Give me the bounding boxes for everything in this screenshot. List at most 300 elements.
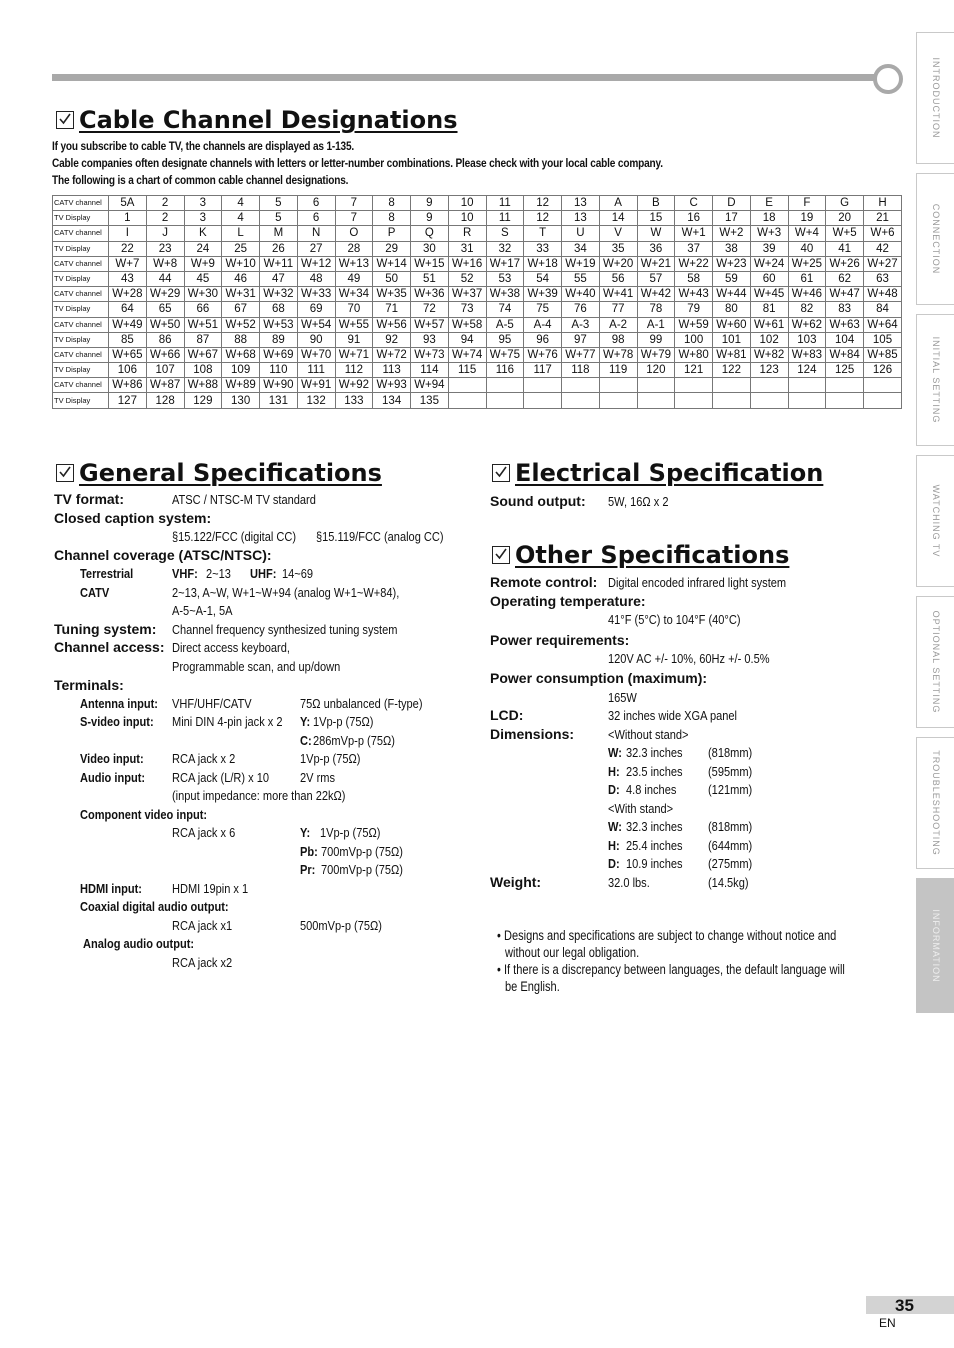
catv-row (53, 378, 902, 393)
lcd-label: LCD: (490, 707, 524, 723)
dim-d-value: 4.8 inches (626, 782, 677, 797)
remote-control-value: Digital encoded infrared light system (608, 575, 787, 590)
table-cell: W+94 (411, 378, 449, 393)
table-cell: 90 (297, 332, 335, 347)
table-cell: 3 (184, 211, 222, 226)
dim-h-mm: (644mm) (708, 838, 753, 853)
table-cell (788, 393, 826, 408)
tv-display-row (53, 211, 902, 226)
table-cell: 111 (297, 363, 335, 378)
table-cell: 36 (637, 241, 675, 256)
table-cell: 130 (222, 393, 260, 408)
table-cell: 106 (109, 363, 147, 378)
table-cell: 73 (448, 302, 486, 317)
table-cell: W+38 (486, 287, 524, 302)
dim-h-label: H: (608, 764, 620, 779)
table-cell (713, 378, 751, 393)
table-cell: 99 (637, 332, 675, 347)
table-cell (486, 393, 524, 408)
tv-display-row (53, 363, 902, 378)
table-cell: 28 (335, 241, 373, 256)
table-cell: W+60 (713, 317, 751, 332)
table-cell: W+26 (826, 256, 864, 271)
table-cell: 126 (864, 363, 902, 378)
channel-access-label: Channel access: (54, 639, 165, 655)
table-cell: 123 (750, 363, 788, 378)
side-tab-label: TROUBLESHOOTING (931, 750, 941, 856)
power-consumption-label: Power consumption (maximum): (490, 670, 708, 686)
table-cell: 107 (146, 363, 184, 378)
table-cell: 6 (297, 211, 335, 226)
other-section-heading (492, 541, 789, 569)
with-stand-label: <With stand> (608, 801, 674, 816)
table-cell (864, 393, 902, 408)
hdmi-input-label: HDMI input: (80, 881, 142, 896)
tv-display-row (53, 332, 902, 347)
table-cell: 38 (713, 241, 751, 256)
table-cell: W+57 (411, 317, 449, 332)
svideo-c-value: 286mVp-p (75Ω) (313, 733, 395, 748)
table-cell: W+4 (788, 226, 826, 241)
table-cell: W+54 (297, 317, 335, 332)
table-cell: 135 (411, 393, 449, 408)
table-cell: W+78 (599, 347, 637, 362)
cable-intro (52, 138, 663, 190)
uhf-value: 14~69 (282, 566, 314, 581)
side-tab-initial-setting[interactable] (916, 314, 954, 446)
table-cell: W+63 (826, 317, 864, 332)
table-cell: 33 (524, 241, 562, 256)
table-cell: W+18 (524, 256, 562, 271)
svideo-input-label: S-video input: (80, 714, 154, 729)
table-cell: W+13 (335, 256, 373, 271)
table-cell: 31 (448, 241, 486, 256)
catv-label: CATV (80, 585, 110, 600)
table-cell: 85 (109, 332, 147, 347)
table-cell (562, 393, 600, 408)
table-cell: 5 (260, 196, 298, 211)
checkbox-icon (492, 464, 510, 482)
table-cell: 24 (184, 241, 222, 256)
side-tab-label: INFORMATION (931, 908, 941, 983)
table-cell: 76 (562, 302, 600, 317)
table-cell: 129 (184, 393, 222, 408)
table-cell: W+32 (260, 287, 298, 302)
table-cell: 44 (146, 271, 184, 286)
table-cell: 56 (599, 271, 637, 286)
electrical-title: Electrical Specification (515, 459, 824, 487)
table-cell (599, 393, 637, 408)
channel-access-value: Programmable scan, and up/down (172, 659, 341, 674)
table-cell: G (826, 196, 864, 211)
table-cell: W+20 (599, 256, 637, 271)
table-cell: W+88 (184, 378, 222, 393)
table-cell: W+9 (184, 256, 222, 271)
table-cell: 102 (750, 332, 788, 347)
cable-title: Cable Channel Designations (79, 106, 458, 134)
table-cell: 125 (826, 363, 864, 378)
table-cell: 10 (448, 211, 486, 226)
table-cell: 120 (637, 363, 675, 378)
table-cell: W+2 (713, 226, 751, 241)
table-cell: 58 (675, 271, 713, 286)
table-cell: 12 (524, 196, 562, 211)
table-cell: 132 (297, 393, 335, 408)
component-pr-label: Pr: (300, 862, 316, 877)
table-cell: 77 (599, 302, 637, 317)
table-cell: 110 (260, 363, 298, 378)
table-cell: 5A (109, 196, 147, 211)
table-cell: W+86 (109, 378, 147, 393)
table-cell: 104 (826, 332, 864, 347)
table-cell: 9 (411, 196, 449, 211)
table-cell: 100 (675, 332, 713, 347)
table-cell: F (788, 196, 826, 211)
table-cell: W+73 (411, 347, 449, 362)
table-cell (713, 393, 751, 408)
note-item: • If there is a discrepancy between languages, the default language will (497, 962, 845, 977)
table-cell: K (184, 226, 222, 241)
vhf-value: 2~13 (206, 566, 231, 581)
table-cell (524, 378, 562, 393)
general-section-heading (56, 459, 382, 487)
table-cell: 1 (109, 211, 147, 226)
table-cell: W+61 (750, 317, 788, 332)
table-cell: 4 (222, 196, 260, 211)
table-cell: 131 (260, 393, 298, 408)
table-cell (788, 378, 826, 393)
audio-input-label: Audio input: (80, 770, 146, 785)
table-cell: 16 (675, 211, 713, 226)
table-cell: 29 (373, 241, 411, 256)
table-cell: W+90 (260, 378, 298, 393)
row-label: CATV channel (53, 347, 109, 362)
table-cell: W+82 (750, 347, 788, 362)
table-cell (826, 393, 864, 408)
table-cell: 86 (146, 332, 184, 347)
table-cell: 115 (448, 363, 486, 378)
table-cell: 70 (335, 302, 373, 317)
table-cell: 40 (788, 241, 826, 256)
table-cell: 133 (335, 393, 373, 408)
cable-section-heading (56, 106, 458, 134)
table-cell: 34 (562, 241, 600, 256)
table-cell: W+51 (184, 317, 222, 332)
table-cell: 74 (486, 302, 524, 317)
table-cell: W+36 (411, 287, 449, 302)
catv-value: 2~13, A~W, W+1~W+94 (analog W+1~W+84), (172, 585, 400, 600)
table-cell: W+39 (524, 287, 562, 302)
dim-w-mm: (818mm) (708, 745, 753, 760)
table-cell: 124 (788, 363, 826, 378)
table-cell: 2 (146, 196, 184, 211)
table-cell: 128 (146, 393, 184, 408)
table-cell: 6 (297, 196, 335, 211)
table-cell: W+30 (184, 287, 222, 302)
side-tab-label: INITIAL SETTING (931, 336, 941, 424)
table-cell (486, 378, 524, 393)
table-cell: 87 (184, 332, 222, 347)
table-cell: 109 (222, 363, 260, 378)
table-cell: W+35 (373, 287, 411, 302)
table-cell: 101 (713, 332, 751, 347)
table-cell: 54 (524, 271, 562, 286)
table-cell: W+80 (675, 347, 713, 362)
table-cell: V (599, 226, 637, 241)
table-cell: 42 (864, 241, 902, 256)
side-tab-information[interactable] (916, 878, 954, 1013)
table-cell: W+89 (222, 378, 260, 393)
table-cell: 43 (109, 271, 147, 286)
component-y-label: Y: (300, 825, 311, 840)
table-cell: W+71 (335, 347, 373, 362)
table-cell: W+43 (675, 287, 713, 302)
side-tab-troubleshooting[interactable] (916, 737, 954, 869)
table-cell (448, 393, 486, 408)
table-cell: A-5 (486, 317, 524, 332)
intro-line: The following is a chart of common cable channel designations. (52, 173, 349, 188)
table-cell: 93 (411, 332, 449, 347)
video-input-label: Video input: (80, 751, 144, 766)
table-cell: 119 (599, 363, 637, 378)
note-item: • Designs and specifications are subject to change without notice and (497, 928, 837, 943)
power-requirements-label: Power requirements: (490, 632, 630, 648)
checkbox-icon (56, 111, 74, 129)
table-cell: 94 (448, 332, 486, 347)
table-cell: 11 (486, 211, 524, 226)
language-code: EN (879, 1316, 896, 1330)
note-item: without our legal obligation. (505, 945, 640, 960)
table-cell (599, 378, 637, 393)
dim-w-label: W: (608, 819, 622, 834)
row-label: TV Display (53, 393, 109, 408)
table-cell: 11 (486, 196, 524, 211)
dim-d-mm: (275mm) (708, 856, 753, 871)
table-cell: 13 (562, 211, 600, 226)
side-tab-label: CONNECTION (931, 203, 941, 275)
table-cell: 13 (562, 196, 600, 211)
tuning-system-label: Tuning system: (54, 621, 157, 637)
coaxial-output-label: Coaxial digital audio output: (80, 899, 229, 914)
table-cell: W+28 (109, 287, 147, 302)
table-cell: D (713, 196, 751, 211)
table-cell: 8 (373, 211, 411, 226)
table-cell: 23 (146, 241, 184, 256)
table-cell: W+44 (713, 287, 751, 302)
page-number: 35 (895, 1296, 914, 1315)
table-cell: W+47 (826, 287, 864, 302)
row-label: CATV channel (53, 196, 109, 211)
table-cell: W+67 (184, 347, 222, 362)
table-cell: W+40 (562, 287, 600, 302)
table-cell: 59 (713, 271, 751, 286)
dim-w-mm: (818mm) (708, 819, 753, 834)
table-cell: 75 (524, 302, 562, 317)
table-cell: W+79 (637, 347, 675, 362)
table-cell: 2 (146, 211, 184, 226)
table-cell: 78 (637, 302, 675, 317)
table-cell: W+64 (864, 317, 902, 332)
dim-d-label: D: (608, 856, 620, 871)
table-cell: 72 (411, 302, 449, 317)
sound-output-value: 5W, 16Ω x 2 (608, 494, 669, 509)
table-cell: 79 (675, 302, 713, 317)
table-cell: H (864, 196, 902, 211)
tv-display-row (53, 271, 902, 286)
closed-caption-digital: §15.122/FCC (digital CC) (172, 529, 297, 544)
table-cell: W+93 (373, 378, 411, 393)
closed-caption-analog: §15.119/FCC (analog CC) (316, 529, 444, 544)
tv-format-value: ATSC / NTSC-M TV standard (172, 492, 316, 507)
catv-value: A-5~A-1, 5A (172, 603, 233, 618)
table-cell: 7 (335, 211, 373, 226)
row-label: CATV channel (53, 378, 109, 393)
table-cell: 98 (599, 332, 637, 347)
table-cell: 22 (109, 241, 147, 256)
table-cell: 103 (788, 332, 826, 347)
table-cell (637, 378, 675, 393)
table-cell: W+25 (788, 256, 826, 271)
dimensions-label: Dimensions: (490, 726, 575, 742)
dim-h-value: 23.5 inches (626, 764, 683, 779)
table-cell: 63 (864, 271, 902, 286)
weight-value: 32.0 lbs. (608, 875, 650, 890)
channel-access-value: Direct access keyboard, (172, 640, 290, 655)
table-cell: W+15 (411, 256, 449, 271)
component-pb-value: 700mVp-p (75Ω) (321, 844, 403, 859)
component-y-value: 1Vp-p (75Ω) (320, 825, 381, 840)
table-cell (750, 393, 788, 408)
power-consumption-value: 165W (608, 690, 637, 705)
table-cell: 113 (373, 363, 411, 378)
table-cell: W+22 (675, 256, 713, 271)
table-cell: 118 (562, 363, 600, 378)
table-cell: W+11 (260, 256, 298, 271)
table-cell: W+37 (448, 287, 486, 302)
table-cell: 92 (373, 332, 411, 347)
side-tab-watching-tv[interactable] (916, 455, 954, 587)
side-tab-connection[interactable] (916, 173, 954, 305)
row-label: TV Display (53, 241, 109, 256)
table-cell: M (260, 226, 298, 241)
power-requirements-value: 120V AC +/- 10%, 60Hz +/- 0.5% (608, 651, 770, 666)
weight-label: Weight: (490, 874, 542, 890)
other-title: Other Specifications (515, 541, 790, 569)
table-cell: 60 (750, 271, 788, 286)
row-label: CATV channel (53, 256, 109, 271)
row-label: CATV channel (53, 317, 109, 332)
svideo-y-value: 1Vp-p (75Ω) (313, 714, 374, 729)
dim-h-value: 25.4 inches (626, 838, 683, 853)
table-cell (675, 378, 713, 393)
table-cell: 32 (486, 241, 524, 256)
checkbox-icon (56, 464, 74, 482)
audio-input-spec: 2V rms (300, 770, 335, 785)
table-cell: W+42 (637, 287, 675, 302)
table-cell: W+1 (675, 226, 713, 241)
audio-input-impedance: (input impedance: more than 22kΩ) (172, 788, 346, 803)
table-cell: W+92 (335, 378, 373, 393)
row-label: TV Display (53, 271, 109, 286)
table-cell: C (675, 196, 713, 211)
table-cell: 95 (486, 332, 524, 347)
uhf-label: UHF: (250, 566, 277, 581)
table-cell: W+83 (788, 347, 826, 362)
remote-control-label: Remote control: (490, 574, 598, 590)
tv-format-label: TV format: (54, 491, 124, 507)
table-cell: P (373, 226, 411, 241)
table-cell: W+23 (713, 256, 751, 271)
top-rule (52, 74, 878, 81)
table-cell: W+34 (335, 287, 373, 302)
table-cell: W+31 (222, 287, 260, 302)
table-cell: 62 (826, 271, 864, 286)
table-cell: 117 (524, 363, 562, 378)
table-cell (637, 393, 675, 408)
lcd-value: 32 inches wide XGA panel (608, 708, 738, 723)
checkbox-icon (492, 546, 510, 564)
analog-output-value: RCA jack x2 (172, 955, 233, 970)
table-cell: W+46 (788, 287, 826, 302)
table-cell: W+33 (297, 287, 335, 302)
table-cell: 14 (599, 211, 637, 226)
row-label: TV Display (53, 363, 109, 378)
table-cell: W+10 (222, 256, 260, 271)
table-cell: 30 (411, 241, 449, 256)
table-cell: 61 (788, 271, 826, 286)
operating-temperature-label: Operating temperature: (490, 593, 646, 609)
table-cell: 18 (750, 211, 788, 226)
row-label: TV Display (53, 332, 109, 347)
table-cell: 7 (335, 196, 373, 211)
weight-kg: (14.5kg) (708, 875, 749, 890)
side-tab-introduction[interactable] (916, 32, 954, 164)
table-cell: 51 (411, 271, 449, 286)
cable-channel-table (52, 195, 902, 409)
table-cell: 35 (599, 241, 637, 256)
table-cell (864, 378, 902, 393)
table-cell: 84 (864, 302, 902, 317)
table-cell: 4 (222, 211, 260, 226)
dim-w-label: W: (608, 745, 622, 760)
table-cell: 71 (373, 302, 411, 317)
table-cell: W+87 (146, 378, 184, 393)
sound-output-label: Sound output: (490, 493, 586, 509)
table-cell: 37 (675, 241, 713, 256)
table-cell: 65 (146, 302, 184, 317)
intro-line: Cable companies often designate channels with letters or letter-number combinations. Please check with your local cable company. (52, 156, 663, 171)
video-input-value: RCA jack x 2 (172, 751, 236, 766)
table-cell: 49 (335, 271, 373, 286)
table-cell (448, 378, 486, 393)
table-cell: W+24 (750, 256, 788, 271)
component-input-value: RCA jack x 6 (172, 825, 236, 840)
side-tab-optional-setting[interactable] (916, 596, 954, 728)
table-cell: 127 (109, 393, 147, 408)
table-cell: W+72 (373, 347, 411, 362)
terminals-label: Terminals: (54, 677, 124, 693)
table-cell: 83 (826, 302, 864, 317)
row-label: CATV channel (53, 226, 109, 241)
component-pr-value: 700mVp-p (75Ω) (321, 862, 403, 877)
tv-display-row (53, 241, 902, 256)
table-cell: N (297, 226, 335, 241)
table-cell (524, 393, 562, 408)
table-cell: 10 (448, 196, 486, 211)
without-stand-label: <Without stand> (608, 727, 689, 742)
table-cell: W+45 (750, 287, 788, 302)
side-tab-label: INTRODUCTION (931, 57, 941, 139)
